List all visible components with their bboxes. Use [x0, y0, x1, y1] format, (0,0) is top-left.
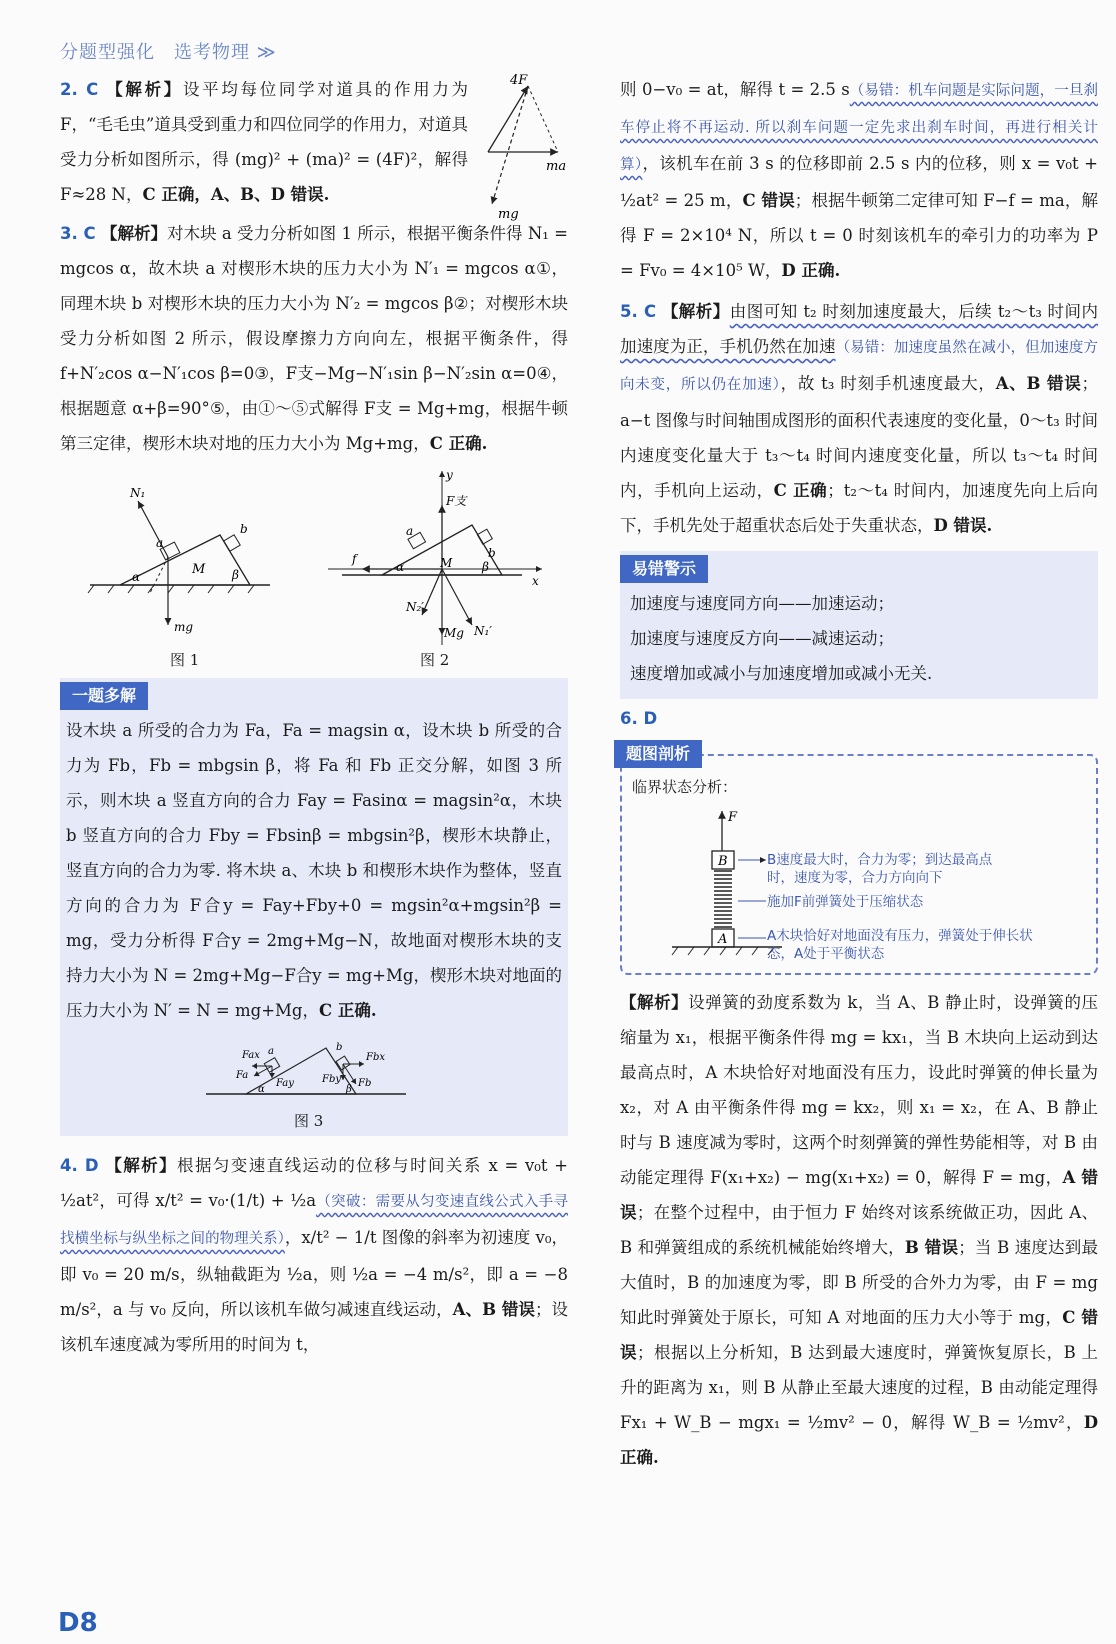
q4-mid: A、B 错误 — [452, 1300, 535, 1319]
q4-block — [60, 1148, 568, 1362]
q3-conclusion: C 正确. — [429, 434, 488, 453]
svg-text:N₁′: N₁′ — [474, 624, 493, 638]
page-number: D8 — [58, 1608, 98, 1638]
svg-text:β: β — [232, 568, 239, 582]
q4-text2: ，x/t² − 1/t 图像的斜率为初速度 v₀，即 v₀ = 20 m/s，纵轴截距为 ½a，则 ½a = −4 m/s²，即 a = −8 m/s²，a 与 v₀ 反向，所以该机车做匀减速直线运动， — [60, 1228, 568, 1319]
svg-text:β: β — [346, 1084, 352, 1095]
q5-note: （易错：加速度虽然在减小，但加速度方向未变，所以仍在加速） — [620, 340, 1099, 393]
q3-number: 3. C — [60, 224, 96, 243]
q6-mid2: B 错误 — [904, 1238, 959, 1257]
multi-solution-title: 一题多解 — [60, 682, 148, 710]
svg-text:a: a — [156, 536, 164, 550]
svg-text:A: A — [718, 932, 728, 947]
label-mg: mg — [498, 207, 519, 222]
figure-2-caption: 图 2 — [420, 651, 450, 669]
svg-text:f: f — [352, 552, 357, 566]
q2-conclusion: C 正确，A、B、D 错误. — [142, 185, 330, 204]
svg-text:a: a — [268, 1046, 274, 1057]
q5-text2: ，故 t₃ 时刻手机速度最大， — [780, 374, 996, 393]
vector-4F — [488, 86, 528, 152]
q6-conclusion: D 正确. — [620, 1413, 1098, 1467]
figure-1 — [80, 475, 280, 665]
figure-analysis-box — [620, 744, 1098, 975]
q3-tag: 【解析】 — [100, 224, 168, 243]
svg-text:Fay: Fay — [276, 1078, 294, 1089]
q2-number: 2. C — [60, 80, 99, 99]
q5-mid2: C 正确 — [773, 481, 828, 500]
annotation-3: A木块恰好对地面没有压力，弹簧处于伸长状态，A处于平衡状态 — [767, 928, 1033, 962]
annotation-1: B速度最大时，合力为零；到达最高点时，速度为零，合力方向向下 — [767, 852, 993, 886]
q4-note2: （易错：机车问题是实际问题，一旦刹车停止将不再运动. 所以刹车问题一定先求出刹车时间，再进行相关计算） — [620, 83, 1098, 173]
right-column — [620, 72, 1098, 1475]
q4-text5: ，该机车在前 3 s 的位移即前 2.5 s 内的位移，则 x = v₀t + ½at² = 25 m， — [620, 154, 1098, 210]
svg-text:β: β — [482, 560, 489, 574]
q2-text: 设平均每位同学对道具的作用力为 F，“毛毛虫”道具受到重力和四位同学的作用力，对道具受力分析如图所示，得 (mg)² + (ma)² = (4F)²，解得 F≈28 N， — [60, 80, 469, 204]
warning-line-3: 速度增加或减小与加速度增加或减小无关. — [630, 664, 933, 683]
warning-line-1: 加速度与速度同方向——加速运动； — [630, 594, 894, 613]
critical-state-label: 临界状态分析： — [632, 778, 738, 796]
label-ma: ma — [546, 159, 567, 174]
q4-text4: 则 0−v₀ = at，解得 t = 2.5 s — [620, 80, 850, 99]
svg-text:Fb: Fb — [358, 1078, 372, 1089]
svg-text:α: α — [258, 1084, 265, 1095]
multi-solution-text: 设木块 a 所受的合力为 Fa，Fa = magsin α，设木块 b 所受的合力为 Fb，Fb = mbgsin β，将 Fa 和 Fb 正交分解，如图 3 所示，则木块 a 竖直方向的合力 Fay = Fasinα = magsin²α，木块 b 竖直方向的合力 Fby = Fbsinβ = mbgsin²β，楔形木块静止，竖直方向的合力为零. 将木块 a、木块 b 和楔形木块作为整体，竖直方向的合力为 F合y = Fay+Fby+0 = mgsin²α+mgsin²β = mg，受力分析得 F合y = 2mg+Mg−N，故地面对楔形木块的支持力大小为 N = 2mg+Mg−F合y = mg+Mg，楔形木块对地面的压力大小为 N′ = N = mg+Mg， — [66, 721, 562, 1020]
q6-text2: ；在整个过程中，由于恒力 F 始终对该系统做正功，因此 A、B 和弹簧组成的系统机械能始终增大， — [620, 1203, 1098, 1257]
warning-box — [620, 551, 1098, 699]
svg-text:b: b — [336, 1042, 343, 1053]
q6-mid3: C 错误 — [620, 1308, 1098, 1362]
q4-tag: 【解析】 — [105, 1156, 178, 1175]
svg-text:M: M — [440, 556, 453, 570]
running-header: 分题型强化 选考物理 ≫ — [60, 42, 277, 63]
q6-number: 6. D — [620, 709, 658, 728]
q5-text3: ；a−t 图像与时间轴围成图形的面积代表速度的变化量，0～t₃ 时间内速度变化量大于 t₃～t₄ 时间内速度变化量，所以 t₃～t₄ 时间内，手机向上运动， — [620, 374, 1098, 500]
q6-tag: 【解析】 — [620, 993, 689, 1012]
q4-note1: （突破：需要从匀变速直线公式入手寻找横坐标与纵坐标之间的物理关系） — [60, 1194, 568, 1247]
q5-text4: ；t₂～t₄ 时间内，加速度先向上后向下，手机先处于超重状态后处于失重状态， — [620, 481, 1098, 535]
q6-text: 设弹簧的劲度系数为 k，当 A、B 静止时，设弹簧的压缩量为 x₁，根据平衡条件得 mg = kx₁，当 B 木块向上运动到达最高点时，A 木块恰好对地面没有压力，设此时弹簧的伸长量为 x₂，对 A 由平衡条件得 mg = kx₂，则 x₁ = x₂，在 A、B 静止时与 B 速度减为零时，这两个时刻弹簧的弹性势能相等，对 B 由动能定理得 F(x₁+x₂) − mg(x₁+x₂) = 0，解得 F = mg， — [620, 993, 1098, 1187]
label-4F: 4F — [510, 73, 528, 88]
svg-text:Mg: Mg — [444, 626, 464, 640]
spring — [714, 871, 732, 927]
svg-text:F支: F支 — [446, 494, 467, 508]
figure-1-caption: 图 1 — [170, 651, 200, 669]
q5-tag: 【解析】 — [661, 302, 730, 321]
q2-force-diagram — [476, 72, 568, 222]
q4-text6: ；根据牛顿第二定律可知 F−f = ma，解得 F = 2×10⁴ N，所以 t = 0 时刻该机车的牵引力的功率为 P = Fv₀ = 4×10⁵ W， — [620, 191, 1098, 280]
q6-mid1: A 错误 — [620, 1168, 1098, 1222]
svg-text:Fax: Fax — [242, 1050, 260, 1061]
svg-text:a: a — [406, 524, 414, 538]
svg-text:Fbx: Fbx — [366, 1052, 385, 1063]
q4-mid2: C 错误 — [742, 191, 795, 210]
q4-text3: ；设该机车速度减为零所用的时间为 t， — [60, 1300, 569, 1354]
svg-text:Fby: Fby — [322, 1074, 341, 1085]
svg-text:F: F — [728, 810, 738, 825]
q5-mid: A、B 错误 — [995, 374, 1082, 393]
figure-3 — [206, 1028, 406, 1108]
svg-text:b: b — [240, 522, 248, 536]
svg-text:N₂′: N₂′ — [406, 600, 425, 614]
q6-solution — [620, 985, 1098, 1475]
svg-text:B: B — [718, 854, 728, 869]
q6-text3: ；当 B 速度达到最大值时，B 的加速度为零，即 B 所受的合外力为零，由 F = mg 知此时弹簧处于原长，可知 A 对地面的压力大小等于 mg， — [620, 1238, 1098, 1327]
annotation-2: 施加F前弹簧处于压缩状态 — [767, 894, 924, 910]
q3-block — [60, 216, 568, 670]
svg-text:α: α — [132, 570, 141, 584]
warning-line-2: 加速度与速度反方向——减速运动； — [630, 629, 894, 648]
svg-text:M: M — [192, 562, 206, 577]
figure-2 — [322, 465, 552, 655]
vector-mg — [492, 86, 528, 204]
q4-number: 4. D — [60, 1156, 99, 1175]
svg-text:mg: mg — [174, 620, 194, 634]
q5-block — [620, 294, 1098, 543]
q3-text: 对木块 a 受力分析如图 1 所示，根据平衡条件得 N₁ = mgcos α，故木块 a 对楔形木块的压力大小为 N′₁ = mgcos α①，同理木块 b 对楔形木块的压力大小为 N′₂ = mgcos β②；对楔形木块受力分析如图 2 所示，假设摩擦力方向向左，根据平衡条件，得 f+N′₂cos α−N′₁cos β=0③，F支−Mg−N′₁sin β−N′₂sin α=0④，根据题意 α+β=90°⑤，由①～⑤式解得 F支 = Mg+mg，根据牛顿第三定律，楔形木块对地的压力大小为 Mg+mg， — [60, 224, 568, 453]
q5-number: 5. C — [620, 302, 657, 321]
multi-solution-conclusion: C 正确. — [319, 1001, 377, 1020]
q2-tag: 【解析】 — [106, 80, 183, 99]
q4-continued — [620, 72, 1098, 288]
svg-text:x: x — [532, 574, 539, 588]
svg-text:y: y — [446, 468, 453, 482]
warning-title: 易错警示 — [620, 555, 708, 583]
q5-conclusion: D 错误. — [933, 516, 993, 535]
q6-text4: ；根据以上分析知，B 达到最大速度时，弹簧恢复原长，B 上升的距离为 x₁，则 B 从静止至最大速度的过程，B 由动能定理得 Fx₁ + W_B − mgx₁ = ½mv² − 0，解得 W_B = ½mv²， — [620, 1343, 1098, 1432]
svg-text:α: α — [396, 560, 405, 574]
q4-text1: 根据匀变速直线运动的位移与时间关系 x = v₀t + ½at²，可得 x/t² = v₀·(1/t) + ½a — [60, 1156, 569, 1210]
left-column — [60, 72, 568, 1362]
multi-solution-box — [60, 678, 568, 1136]
figure-analysis-title: 题图剖析 — [614, 740, 702, 768]
svg-text:b: b — [488, 546, 496, 560]
fig1-N1: N₁ — [130, 486, 146, 500]
q4-conclusion: D 正确. — [781, 261, 841, 280]
q5-text1: 由图可知 t₂ 时刻加速度最大，后续 t₂～t₃ 时间内加速度为正，手机仍然在加速 — [620, 302, 1099, 356]
q2-block — [60, 72, 568, 222]
svg-text:Fa: Fa — [236, 1070, 249, 1081]
figure-3-caption: 图 3 — [294, 1112, 324, 1130]
